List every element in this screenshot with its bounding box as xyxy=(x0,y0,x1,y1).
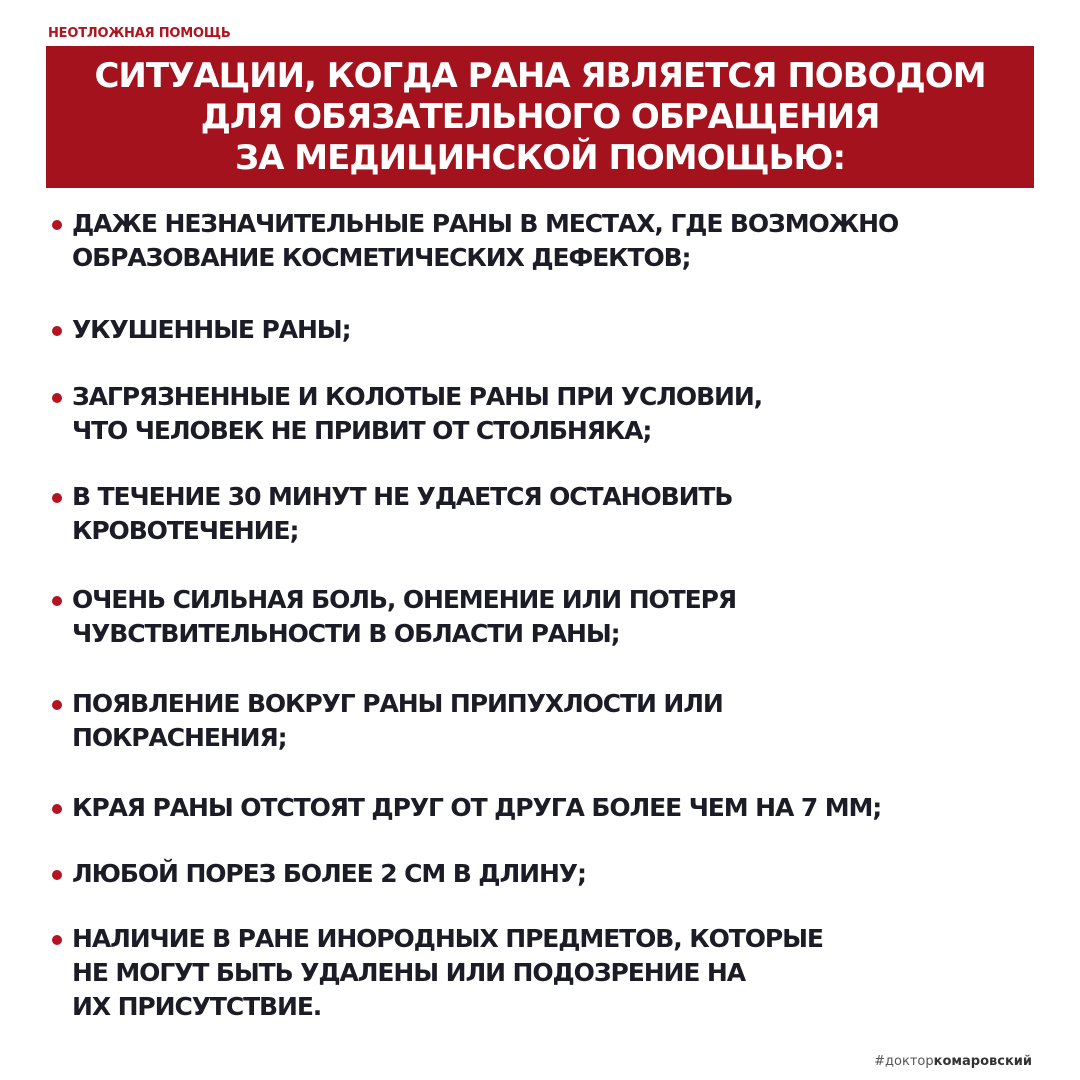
bullet-icon xyxy=(52,935,62,945)
list-item-text: ИХ ПРИСУТСТВИЕ. xyxy=(72,992,322,1021)
list-item xyxy=(72,313,350,347)
list-item-text: КРОВОТЕЧЕНИЕ; xyxy=(72,516,299,545)
hashtag xyxy=(874,1054,1032,1069)
category-label: НЕОТЛОЖНАЯ ПОМОЩЬ xyxy=(48,26,231,41)
bullet-icon xyxy=(52,700,62,710)
list-item-text: ПОЯВЛЕНИЕ ВОКРУГ РАНЫ ПРИПУХЛОСТИ ИЛИ xyxy=(72,689,723,718)
list-item-text: ЛЮБОЙ ПОРЕЗ БОЛЕЕ 2 СМ В ДЛИНУ; xyxy=(72,859,586,888)
list-item xyxy=(72,687,723,755)
list-item-text: ЧТО ЧЕЛОВЕК НЕ ПРИВИТ ОТ СТОЛБНЯКА; xyxy=(72,416,652,445)
list-item-text: НЕ МОГУТ БЫТЬ УДАЛЕНЫ ИЛИ ПОДОЗРЕНИЕ НА xyxy=(72,958,745,987)
list-item-text: В ТЕЧЕНИЕ 30 МИНУТ НЕ УДАЕТСЯ ОСТАНОВИТЬ xyxy=(72,482,733,511)
list-item-text: ЧУВСТВИТЕЛЬНОСТИ В ОБЛАСТИ РАНЫ; xyxy=(72,619,620,648)
bullet-icon xyxy=(52,596,62,606)
hashtag-prefix: #доктор xyxy=(874,1054,934,1069)
list-item xyxy=(72,480,732,548)
bullet-icon xyxy=(52,804,62,814)
hashtag-name: комаровский xyxy=(933,1054,1032,1069)
list-item xyxy=(72,922,823,1024)
title-line: ЗА МЕДИЦИНСКОЙ ПОМОЩЬЮ: xyxy=(234,137,846,178)
list-item-text: ОБРАЗОВАНИЕ КОСМЕТИЧЕСКИХ ДЕФЕКТОВ; xyxy=(72,243,691,272)
list-item xyxy=(72,857,586,891)
title-line: ДЛЯ ОБЯЗАТЕЛЬНОГО ОБРАЩЕНИЯ xyxy=(200,96,880,137)
list-item-text: ЗАГРЯЗНЕННЫЕ И КОЛОТЫЕ РАНЫ ПРИ УСЛОВИИ, xyxy=(72,382,763,411)
list-item-text: НАЛИЧИЕ В РАНЕ ИНОРОДНЫХ ПРЕДМЕТОВ, КОТОРЫЕ xyxy=(72,924,823,953)
list-item xyxy=(72,583,736,651)
list-item xyxy=(72,791,881,825)
list-item xyxy=(72,207,898,275)
list-item-text: КРАЯ РАНЫ ОТСТОЯТ ДРУГ ОТ ДРУГА БОЛЕЕ ЧЕМ НА 7 ММ; xyxy=(72,793,882,822)
bullet-icon xyxy=(52,220,62,230)
title-banner xyxy=(46,46,1034,188)
title-line: СИТУАЦИИ, КОГДА РАНА ЯВЛЯЕТСЯ ПОВОДОМ xyxy=(94,55,986,96)
list-item-text: ДАЖЕ НЕЗНАЧИТЕЛЬНЫЕ РАНЫ В МЕСТАХ, ГДЕ ВОЗМОЖНО xyxy=(72,209,899,238)
list-item-text: ПОКРАСНЕНИЯ; xyxy=(72,723,287,752)
bullet-icon xyxy=(52,326,62,336)
bullet-icon xyxy=(52,870,62,880)
bullet-icon xyxy=(52,393,62,403)
list-item xyxy=(72,380,762,448)
list-item-text: УКУШЕННЫЕ РАНЫ; xyxy=(72,315,351,344)
list-item-text: ОЧЕНЬ СИЛЬНАЯ БОЛЬ, ОНЕМЕНИЕ ИЛИ ПОТЕРЯ xyxy=(72,585,736,614)
bullet-icon xyxy=(52,493,62,503)
